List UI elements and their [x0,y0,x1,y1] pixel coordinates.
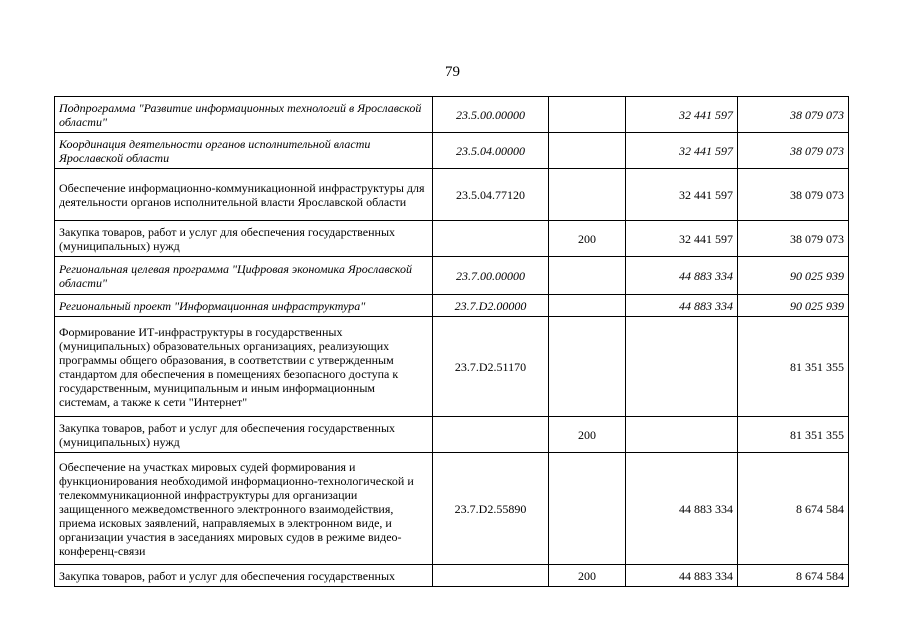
row-value-2: 90 025 939 [738,257,849,295]
row-value-2: 38 079 073 [738,133,849,169]
row-value-1: 44 883 334 [626,565,738,587]
row-name: Закупка товаров, работ и услуг для обеспечения государственных (муниципальных) нужд [55,417,433,453]
table-row-subprogram [55,97,849,133]
row-value-1: 32 441 597 [626,133,738,169]
row-name: Подпрограмма "Развитие информационных технологий в Ярославской области" [55,97,433,133]
row-code: 23.5.04.77120 [433,169,549,221]
row-code [433,221,549,257]
row-value-1: 44 883 334 [626,257,738,295]
budget-table [54,96,849,587]
row-expense-type [549,453,626,565]
row-name: Формирование ИТ-инфраструктуры в государственных (муниципальных) образовательных организациях, реализующих программы общего образования, в соответствии с утвержденным стандартом для обеспечения в помещениях безопасного доступа к государственным, муниципальным и иным информационным системам, а также к сети "Интернет" [55,317,433,417]
row-code [433,565,549,587]
row-expense-type [549,317,626,417]
row-expense-type [549,295,626,317]
row-value-1: 32 441 597 [626,97,738,133]
row-expense-type [549,169,626,221]
row-expense-type [549,133,626,169]
table-row-procurement [55,565,849,587]
row-name: Обеспечение информационно-коммуникационной инфраструктуры для деятельности органов исполнительной власти Ярославской области [55,169,433,221]
row-code: 23.7.D2.51170 [433,317,549,417]
row-expense-type [549,257,626,295]
table-row-regional-program [55,257,849,295]
row-expense-type: 200 [549,417,626,453]
row-value-1: 32 441 597 [626,169,738,221]
row-code: 23.5.00.00000 [433,97,549,133]
row-name: Региональная целевая программа "Цифровая экономика Ярославской области" [55,257,433,295]
table-row-it-infrastructure-schools [55,317,849,417]
row-code: 23.5.04.00000 [433,133,549,169]
row-value-2: 38 079 073 [738,221,849,257]
row-name: Координация деятельности органов исполнительной власти Ярославской области [55,133,433,169]
row-value-2: 81 351 355 [738,417,849,453]
row-expense-type: 200 [549,565,626,587]
table-row-procurement [55,221,849,257]
row-value-2: 8 674 584 [738,453,849,565]
row-code: 23.7.00.00000 [433,257,549,295]
row-name: Закупка товаров, работ и услуг для обеспечения государственных [55,565,433,587]
row-value-1: 32 441 597 [626,221,738,257]
row-value-1: 44 883 334 [626,295,738,317]
row-value-1 [626,417,738,453]
table-row-magistrates-infrastructure [55,453,849,565]
table-row-coordination [55,133,849,169]
row-name: Закупка товаров, работ и услуг для обеспечения государственных (муниципальных) нужд [55,221,433,257]
row-name: Региональный проект "Информационная инфраструктура" [55,295,433,317]
row-value-2: 38 079 073 [738,169,849,221]
row-value-1 [626,317,738,417]
row-value-1: 44 883 334 [626,453,738,565]
row-expense-type [549,97,626,133]
table-row-procurement [55,417,849,453]
page-number: 79 [445,64,460,80]
row-code: 23.7.D2.00000 [433,295,549,317]
row-value-2: 90 025 939 [738,295,849,317]
row-code: 23.7.D2.55890 [433,453,549,565]
row-value-2: 81 351 355 [738,317,849,417]
row-value-2: 38 079 073 [738,97,849,133]
row-value-2: 8 674 584 [738,565,849,587]
table-row-regional-project [55,295,849,317]
row-name: Обеспечение на участках мировых судей формирования и функционирования необходимой информационно-технологической и телекоммуникационной инфраструктуры для организации защищенного межведомственного электронного взаимодействия, приема исковых заявлений, направляемых в электронном виде, и организации участия в заседаниях мировых судов в режиме видео-конференц-связи [55,453,433,565]
row-expense-type: 200 [549,221,626,257]
table-row-infrastructure [55,169,849,221]
row-code [433,417,549,453]
